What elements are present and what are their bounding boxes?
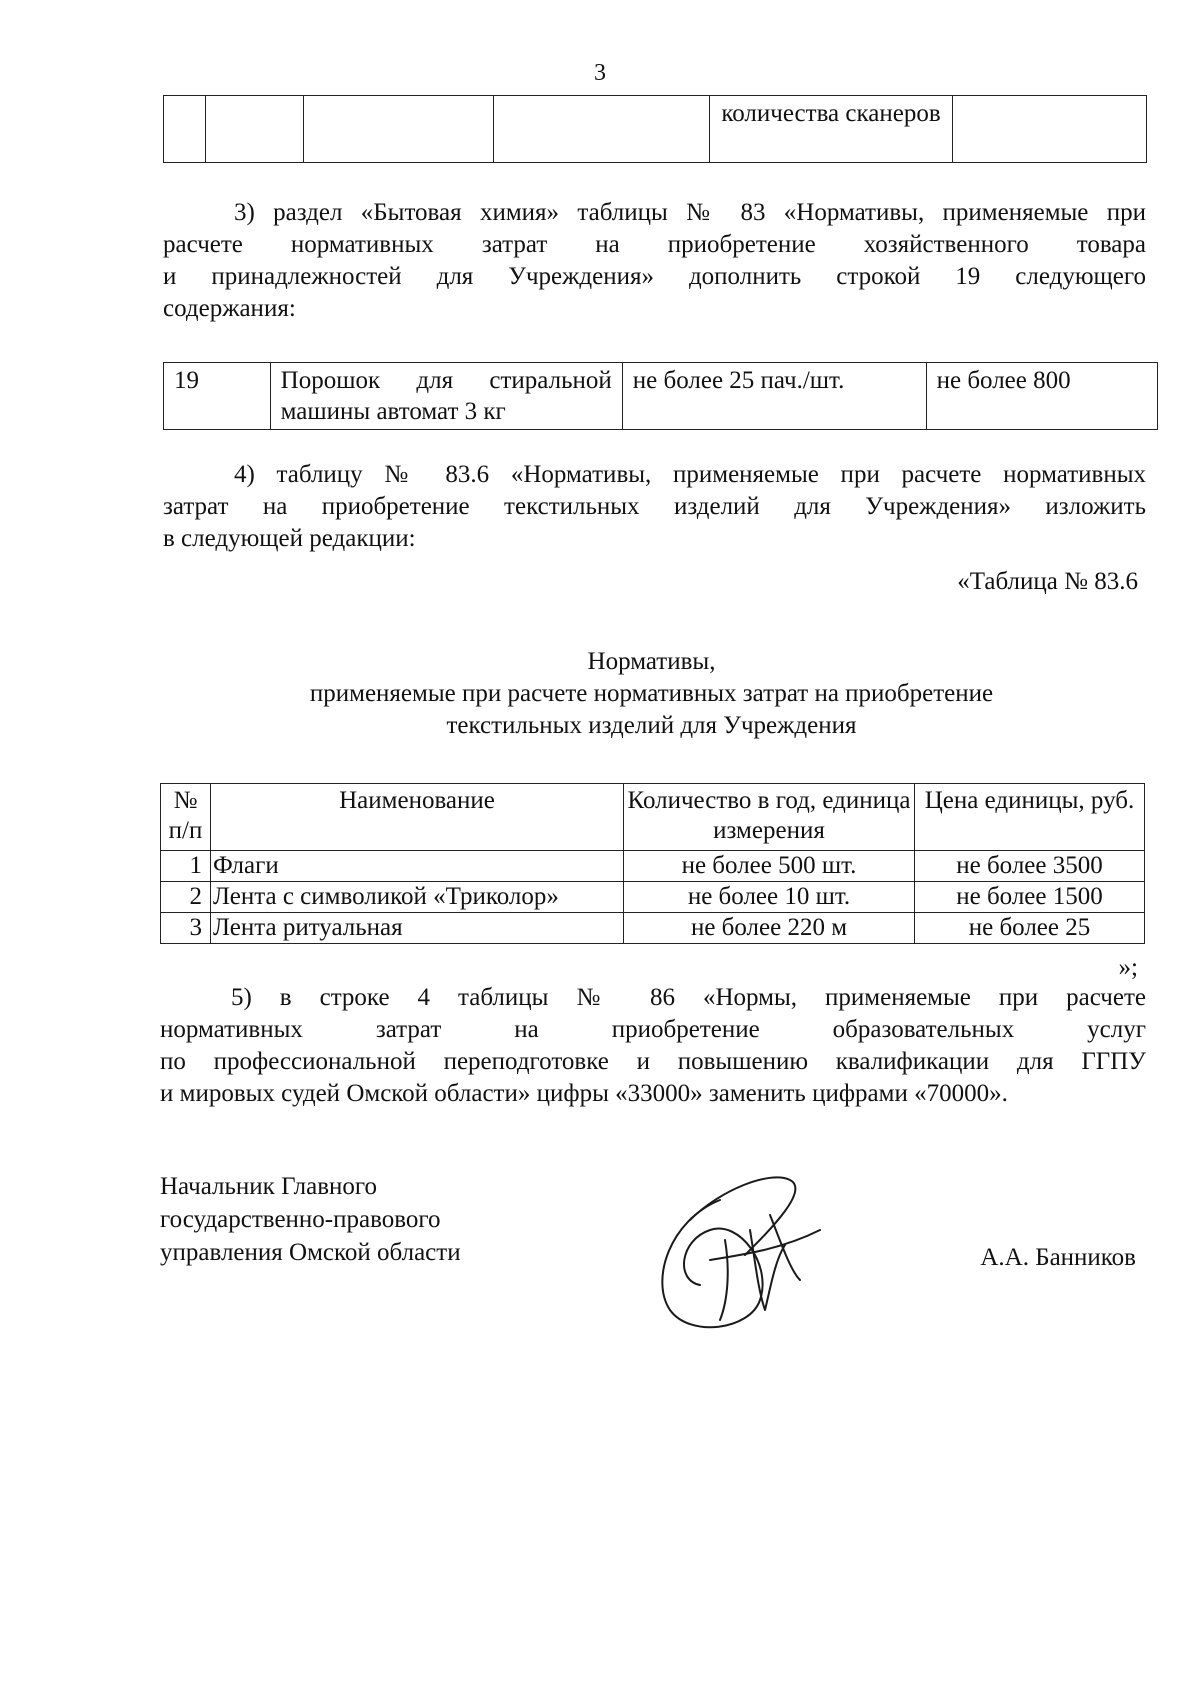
table-title-line: Нормативы, bbox=[587, 648, 716, 675]
header-quantity: Количество в год, единица измерения bbox=[624, 784, 915, 851]
row-quantity: не более 220 м bbox=[624, 913, 915, 944]
row-name: Лента с символикой «Триколор» bbox=[211, 882, 624, 913]
table-row bbox=[164, 96, 1147, 163]
paragraph-line: по профессиональной переподготовке и повышению квалификации для ГГПУ bbox=[160, 1048, 1146, 1075]
row-price: не более 3500 bbox=[915, 851, 1145, 882]
table-continuation bbox=[163, 95, 1147, 163]
position-line: управления Омской области bbox=[160, 1239, 461, 1266]
row-price: не более 800 bbox=[926, 363, 1157, 430]
position-line: государственно-правового bbox=[160, 1206, 441, 1233]
signatory-name: А.А. Банников bbox=[980, 1244, 1136, 1271]
paragraph-line: содержания: bbox=[163, 295, 296, 322]
page-number: 3 bbox=[594, 60, 606, 86]
table-cell-scanners: количества сканеров bbox=[710, 96, 953, 163]
row-number: 3 bbox=[161, 913, 211, 944]
table-row bbox=[161, 882, 1145, 913]
table-title-line: текстильных изделий для Учреждения bbox=[446, 712, 857, 739]
paragraph-4 bbox=[163, 459, 1146, 555]
paragraph-line: затрат на приобретение текстильных изделий для Учреждения» изложить bbox=[163, 493, 1146, 520]
row-quantity: не более 10 шт. bbox=[624, 882, 915, 913]
handwritten-signature bbox=[650, 1160, 830, 1335]
paragraph-line: 5) в строке 4 таблицы № 86 «Нормы, применяемые при расчете bbox=[231, 984, 1146, 1011]
table-title-line: применяемые при расчете нормативных затрат на приобретение bbox=[309, 680, 994, 707]
paragraph-line: 3) раздел «Бытовая химия» таблицы № 83 «Нормативы, применяемые при bbox=[234, 199, 1146, 226]
paragraph-line: и мировых судей Омской области» цифры «33000» заменить цифрами «70000». bbox=[160, 1080, 1008, 1107]
paragraph-line: в следующей редакции: bbox=[163, 525, 416, 552]
table-cell bbox=[494, 96, 710, 163]
header-name: Наименование bbox=[211, 784, 624, 851]
paragraph-3 bbox=[163, 197, 1146, 325]
paragraph-line: и принадлежностей для Учреждения» дополнить строкой 19 следующего bbox=[163, 263, 1146, 290]
row-name: Порошок для стиральной машины автомат 3 кг bbox=[270, 363, 622, 430]
row-quantity: не более 500 шт. bbox=[624, 851, 915, 882]
row-quantity: не более 25 пач./шт. bbox=[622, 363, 926, 430]
table-cell bbox=[953, 96, 1147, 163]
row-name: Лента ритуальная bbox=[211, 913, 624, 944]
table-cell bbox=[164, 96, 206, 163]
table-row bbox=[164, 363, 1158, 430]
row-number: 2 bbox=[161, 882, 211, 913]
paragraph-line: нормативных затрат на приобретение образовательных услуг bbox=[160, 1016, 1146, 1043]
header-price: Цена единицы, руб. bbox=[915, 784, 1145, 851]
table-row bbox=[161, 851, 1145, 882]
paragraph-5 bbox=[160, 982, 1146, 1110]
header-num: № п/п bbox=[161, 784, 211, 851]
row-price: не более 1500 bbox=[915, 882, 1145, 913]
table-row-19 bbox=[163, 362, 1158, 430]
table-83-6 bbox=[160, 783, 1145, 944]
table-cell bbox=[304, 96, 494, 163]
table-cell bbox=[206, 96, 304, 163]
paragraph-line: 4) таблицу № 83.6 «Нормативы, применяемые при расчете нормативных bbox=[234, 461, 1146, 488]
position-line: Начальник Главного bbox=[160, 1173, 378, 1200]
table-closing-quote: »; bbox=[1118, 954, 1138, 981]
table-title bbox=[160, 646, 1143, 742]
table-label: «Таблица № 83.6 bbox=[957, 568, 1138, 595]
row-number: 19 bbox=[164, 363, 271, 430]
row-price: не более 25 bbox=[915, 913, 1145, 944]
row-number: 1 bbox=[161, 851, 211, 882]
row-name: Флаги bbox=[211, 851, 624, 882]
paragraph-line: расчете нормативных затрат на приобретение хозяйственного товара bbox=[163, 231, 1146, 258]
table-row bbox=[161, 913, 1145, 944]
signatory-position bbox=[160, 1170, 461, 1269]
table-header-row bbox=[161, 784, 1145, 851]
